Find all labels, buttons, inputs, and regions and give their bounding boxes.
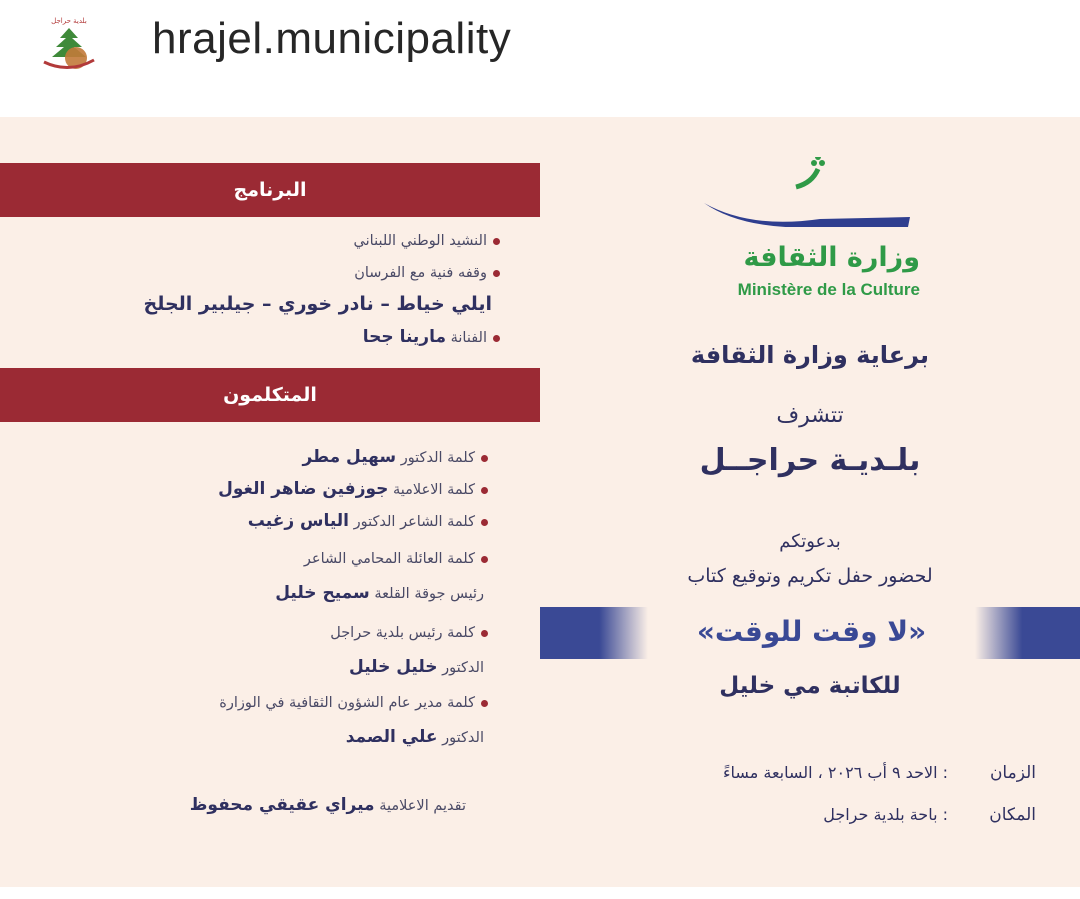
municipality-name: بلـديـة حراجــل bbox=[699, 443, 921, 478]
speakers-title: المتكلمون bbox=[223, 384, 317, 406]
list-item-continuation: رئيس جوقة القلعة سميح خليل bbox=[275, 583, 484, 603]
post-header bbox=[0, 0, 1080, 100]
list-item: كلمة العائلة المحامي الشاعر bbox=[304, 551, 488, 567]
bullet-icon bbox=[481, 630, 488, 637]
svg-text:بلدية حراجل: بلدية حراجل bbox=[51, 17, 87, 25]
list-item: النشيد الوطني اللبناني bbox=[354, 233, 500, 249]
bullet-icon bbox=[493, 335, 500, 342]
list-item: كلمة مدير عام الشؤون الثقافية في الوزارة bbox=[219, 695, 488, 711]
cedar-logo-icon bbox=[38, 14, 100, 76]
profile-avatar[interactable] bbox=[38, 14, 100, 76]
place-value: : باحة بلدية حراجل bbox=[823, 805, 948, 824]
invites-text: بدعوتكم bbox=[779, 531, 841, 552]
bullet-icon bbox=[481, 700, 488, 707]
program-banner bbox=[0, 163, 540, 217]
bullet-icon bbox=[493, 238, 500, 245]
list-item: وقفه فنية مع الفرسان bbox=[354, 265, 500, 281]
ministry-name-ar: وزارة الثقافة bbox=[743, 242, 920, 273]
presenter-line: تقديم الاعلامية ميراي عقيقي محفوظ bbox=[189, 795, 466, 815]
list-item-continuation: الدكتور خليل خليل bbox=[349, 657, 484, 677]
time-value: : الاحد ٩ أب ٢٠٢٦ ، السابعة مساءً bbox=[723, 763, 948, 782]
honored-text: تتشرف bbox=[776, 403, 844, 428]
bullet-icon bbox=[481, 487, 488, 494]
ministry-name-fr: Ministère de la Culture bbox=[737, 280, 920, 299]
bullet-icon bbox=[493, 270, 500, 277]
book-title: «لا وقت للوقت» bbox=[696, 615, 927, 648]
speakers-banner bbox=[0, 368, 540, 422]
list-item-continuation: الدكتور علي الصمد bbox=[345, 727, 484, 747]
list-item: الفنانة مارينا جحا bbox=[363, 327, 500, 347]
invitation-poster bbox=[0, 117, 1080, 887]
list-item: كلمة رئيس بلدية حراجل bbox=[330, 625, 488, 641]
bullet-icon bbox=[481, 519, 488, 526]
author-text: للكاتبة مي خليل bbox=[719, 673, 901, 699]
list-item: ايلي خياط – نادر خوري – جيلبير الجلخ bbox=[143, 293, 492, 315]
ribbon-left bbox=[540, 607, 648, 659]
bullet-icon bbox=[481, 556, 488, 563]
list-item: كلمة الشاعر الدكتور الياس زغيب bbox=[248, 511, 488, 531]
ministry-logo-icon bbox=[700, 157, 920, 227]
attend-text: لحضور حفل تكريم وتوقيع كتاب bbox=[687, 565, 933, 587]
ribbon-right bbox=[975, 607, 1080, 659]
place-label: المكان bbox=[989, 805, 1036, 825]
list-item: كلمة الدكتور سهيل مطر bbox=[302, 447, 488, 467]
bullet-icon bbox=[481, 455, 488, 462]
time-label: الزمان bbox=[989, 763, 1036, 783]
sponsorship-text: برعاية وزارة الثقافة bbox=[690, 341, 930, 369]
list-item: كلمة الاعلامية جوزفين ضاهر الغول bbox=[218, 479, 488, 499]
program-title: البرنامج bbox=[233, 179, 307, 201]
account-name[interactable]: hrajel.municipality bbox=[152, 14, 512, 63]
